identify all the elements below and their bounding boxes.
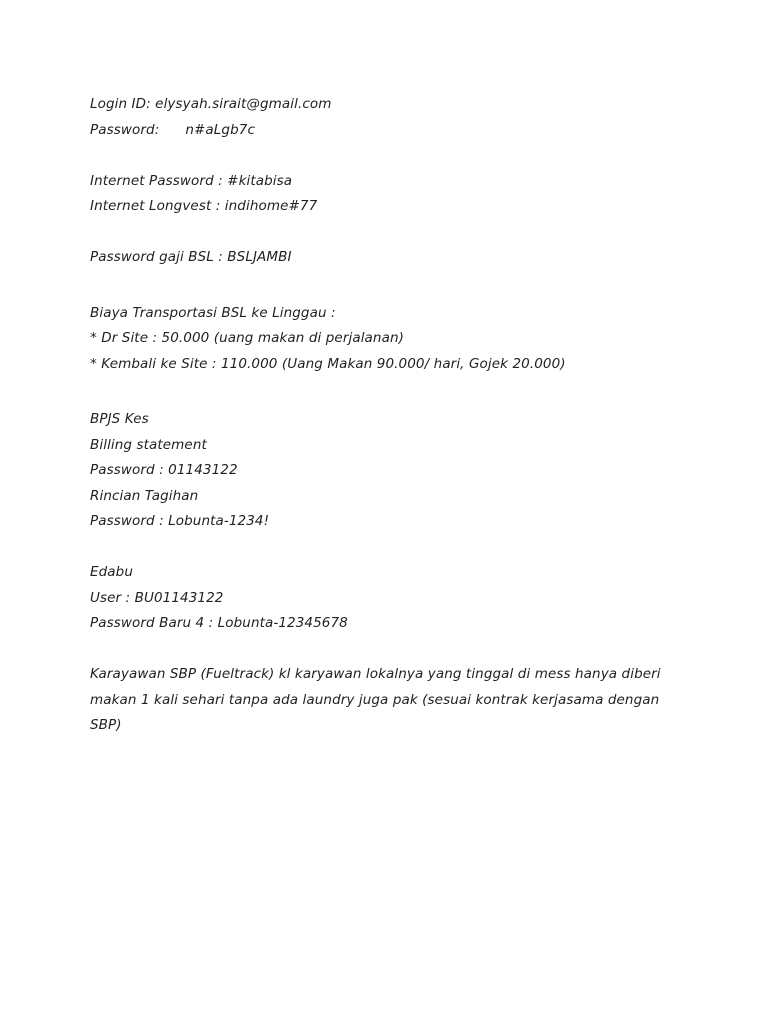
login-password-value: n#aLgb7c: [185, 121, 255, 138]
internet-password: Internet Password : #kitabisa: [90, 172, 293, 189]
transport-item: * Dr Site : 50.000 (uang makan di perjalanan): [90, 330, 404, 346]
bpjs-rincian-password: Password : Lobunta-1234!: [90, 513, 270, 529]
login-id: Login ID: elysyah.sirait@gmail.com: [90, 96, 332, 112]
bpjs-title: BPJS Kes: [90, 411, 149, 427]
note-paragraph: Karayawan SBP (Fueltrack) kl karyawan lokalnya yang tinggal di mess hanya diberi makan 1 kali sehari tanpa ada laundry juga pak (sesuai kontrak kerjasama dengan SBP): [90, 666, 661, 733]
internet-longvest: Internet Longvest : indihome#77: [90, 198, 318, 214]
edabu-password: Password Baru 4 : Lobunta-12345678: [90, 615, 348, 631]
login-password-line: [90, 118, 690, 144]
gaji-password: Password gaji BSL : BSLJAMBI: [90, 249, 292, 265]
document-content: [90, 92, 690, 739]
bpjs-billing-password: Password : 01143122: [90, 462, 238, 478]
bpjs-billing: Billing statement: [90, 436, 207, 453]
login-password-label: Password:: [90, 121, 160, 138]
bpjs-rincian: Rincian Tagihan: [90, 487, 199, 504]
edabu-title: Edabu: [90, 564, 133, 580]
edabu-user: User : BU01143122: [90, 589, 224, 606]
transport-item: * Kembali ke Site : 110.000 (Uang Makan 90.000/ hari, Gojek 20.000): [90, 355, 566, 372]
transport-title: Biaya Transportasi BSL ke Linggau :: [90, 304, 336, 321]
